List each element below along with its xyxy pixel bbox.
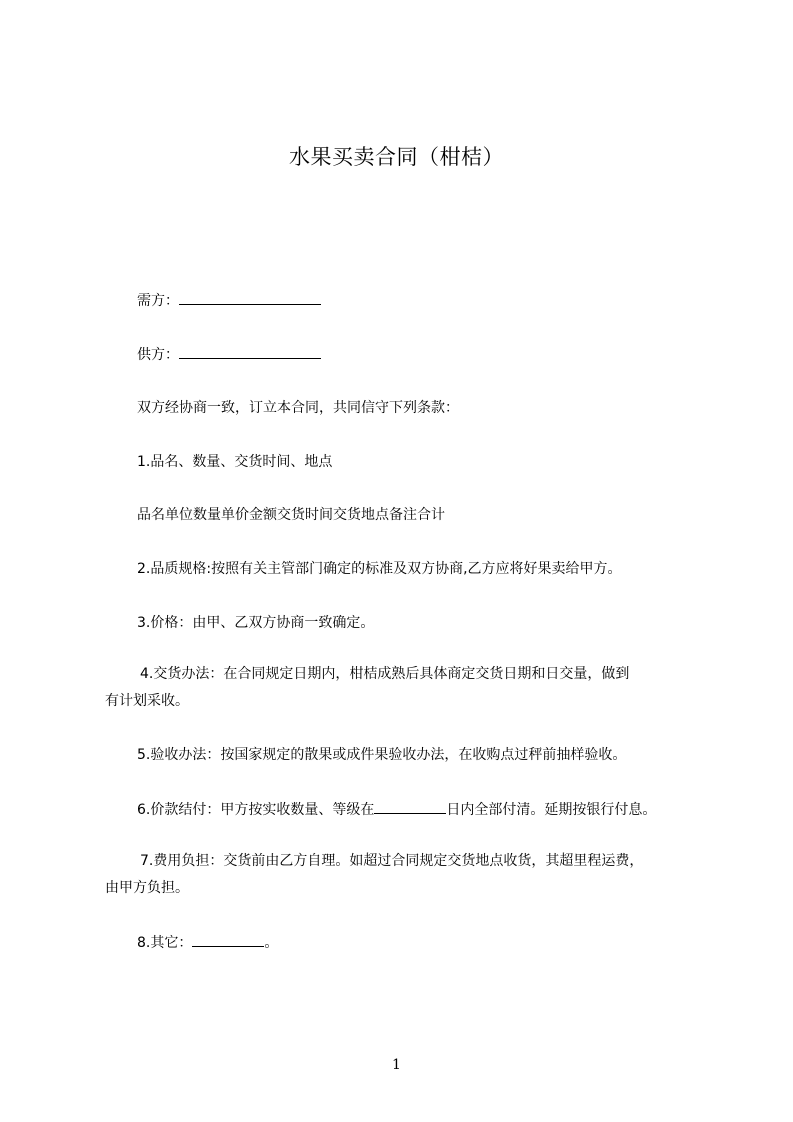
clause-6-line [137, 799, 656, 820]
supply-party-label: 供方： [137, 347, 179, 363]
clause-2: 2.品质规格:按照有关主管部门确定的标准及双方协商,乙方应将好果卖给甲方。 [137, 561, 622, 577]
clause-4-line-2: 有计划采收。 [105, 693, 189, 709]
clause-1-heading: 1.品名、数量、交货时间、地点 [137, 454, 333, 470]
clause-5: 5.验收办法：按国家规定的散果或成件果验收办法，在收购点过秤前抽样验收。 [137, 747, 627, 763]
clause-6-text-after: 日内全部付清。延期按银行付息。 [446, 802, 657, 818]
demand-party-label: 需方： [137, 293, 179, 309]
clause-8-text-before: 8.其它： [137, 935, 193, 951]
clause-3: 3.价格：由甲、乙双方协商一致确定。 [137, 615, 375, 631]
document-title: 水果买卖合同（柑桔） [289, 145, 504, 169]
clause-1-table-header: 品名单位数量单价金额交货时间交货地点备注合计 [137, 507, 445, 523]
supply-party-blank[interactable] [179, 344, 321, 359]
page-number: 1 [392, 1057, 401, 1073]
demand-party-line [137, 290, 321, 311]
clause-7-line-2: 由甲方负担。 [105, 880, 189, 896]
clause-8-line [137, 932, 278, 953]
intro-text: 双方经协商一致，订立本合同，共同信守下列条款： [137, 400, 459, 416]
clause-6-text-before: 6.价款结付：甲方按实收数量、等级在 [137, 802, 375, 818]
other-terms-blank[interactable] [192, 932, 264, 947]
clause-8-text-after: 。 [264, 935, 279, 951]
demand-party-blank[interactable] [179, 290, 321, 305]
payment-days-blank[interactable] [374, 799, 446, 814]
supply-party-line [137, 344, 321, 365]
clause-4-line-1: 4.交货办法：在合同规定日期内，柑桔成熟后具体商定交货日期和日交量，做到 [140, 666, 630, 682]
clause-7-line-1: 7.费用负担：交货前由乙方自理。如超过合同规定交货地点收货，其超里程运费， [140, 853, 644, 869]
